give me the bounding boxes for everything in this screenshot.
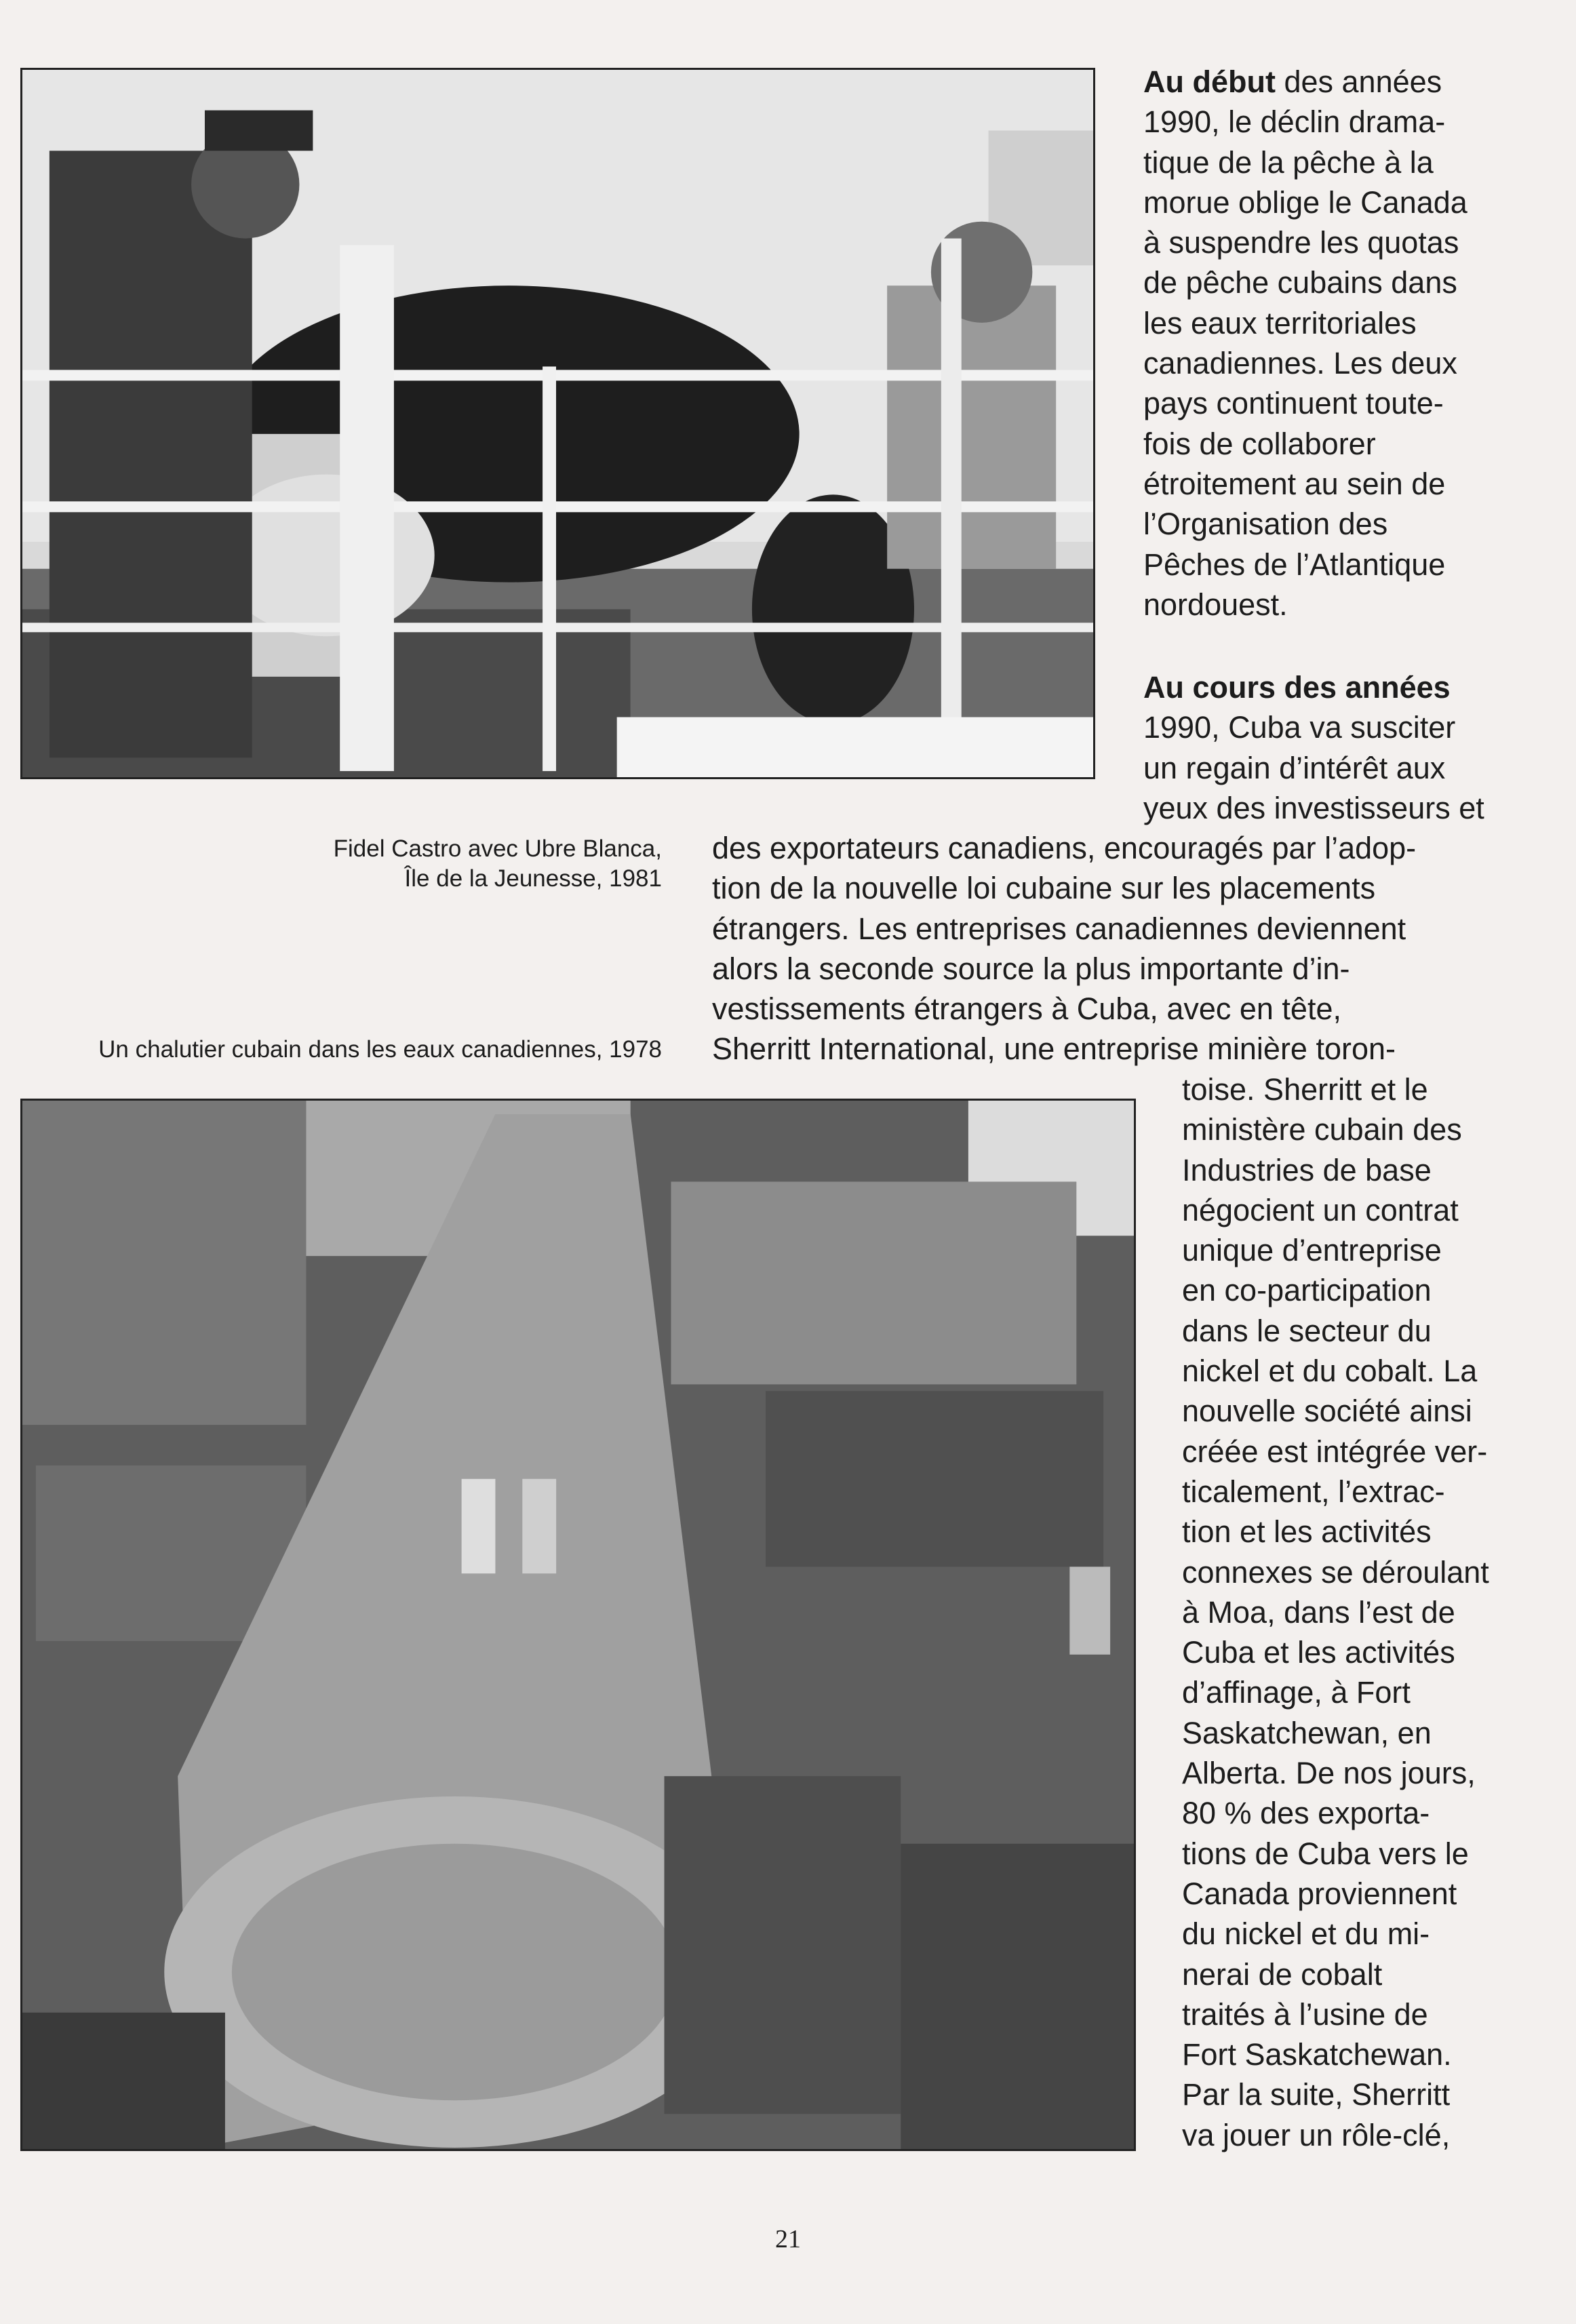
paragraph-lead: Au début: [1143, 64, 1276, 99]
paragraph-line: dans le secteur du: [1182, 1313, 1432, 1348]
paragraph-line: Sherritt International, une entreprise minière toron-: [712, 1031, 1396, 1067]
paragraph-line: morue oblige le Canada: [1143, 184, 1467, 220]
paragraph-line: unique d’entreprise: [1182, 1233, 1442, 1268]
paragraph-line: canadiennes. Les deux: [1143, 346, 1457, 381]
paragraph-line: 1990, le déclin drama-: [1143, 104, 1446, 140]
paragraph-line: en co-participation: [1182, 1273, 1432, 1308]
paragraph-line: vestissements étrangers à Cuba, avec en tête,: [712, 991, 1341, 1027]
paragraph-line: tions de Cuba vers le: [1182, 1836, 1469, 1871]
paragraph-line: Industries de base: [1182, 1152, 1432, 1187]
paragraph-line: Pêches de l’Atlantique: [1143, 547, 1446, 582]
paragraph-line: ticalement, l’extrac-: [1182, 1474, 1445, 1509]
paragraph-line: tion de la nouvelle loi cubaine sur les placements: [712, 871, 1376, 906]
photo-castro-cow: [20, 68, 1095, 779]
paragraph-line: l’Organisation des: [1143, 507, 1388, 542]
paragraph-line: pays continuent toute-: [1143, 386, 1444, 421]
paragraph-line: fois de collaborer: [1143, 426, 1376, 461]
paragraph-line: nordouest.: [1143, 587, 1288, 622]
paragraph-line: Canada proviennent: [1182, 1876, 1457, 1911]
photo-caption-trawler: Un chalutier cubain dans les eaux canadiennes, 1978: [98, 1036, 662, 1063]
paragraph-sherritt: [1182, 1069, 1489, 2155]
paragraph-line: à Moa, dans l’est de: [1182, 1594, 1455, 1630]
paragraph-line: étrangers. Les entreprises canadiennes deviennent: [712, 911, 1406, 946]
paragraph-line: va jouer un rôle-clé,: [1182, 2117, 1451, 2152]
paragraph-line: Saskatchewan, en: [1182, 1715, 1432, 1750]
page-number: 21: [775, 2225, 801, 2253]
paragraph-line: nickel et du cobalt. La: [1182, 1354, 1478, 1389]
paragraph-line: yeux des investisseurs et: [1143, 790, 1484, 825]
paragraph-line: négocient un contrat: [1182, 1192, 1459, 1227]
paragraph-line: du nickel et du mi-: [1182, 1916, 1430, 1952]
paragraph-line: étroitement au sein de: [1143, 466, 1446, 501]
paragraph-line: tique de la pêche à la: [1143, 144, 1434, 180]
paragraph-line: d’affinage, à Fort: [1182, 1675, 1411, 1710]
paragraph-line: connexes se déroulant: [1182, 1554, 1489, 1590]
paragraph-investment-start: [1143, 667, 1484, 828]
paragraph-line: 1990, Cuba va susciter: [1143, 710, 1456, 745]
paragraph-line: à suspendre les quotas: [1143, 225, 1459, 260]
paragraph-line: un regain d’intérêt aux: [1143, 750, 1446, 785]
paragraph-line: Au début des années: [1143, 64, 1442, 99]
paragraph-line: tion et les activités: [1182, 1514, 1432, 1550]
paragraph-line: de pêche cubains dans: [1143, 265, 1457, 300]
paragraph-line: Cuba et les activités: [1182, 1635, 1455, 1670]
paragraph-line: alors la seconde source la plus importante d’in-: [712, 951, 1350, 986]
photo-castro-cow-image: [22, 70, 1093, 777]
paragraph-line: toise. Sherritt et le: [1182, 1072, 1428, 1107]
paragraph-line: nouvelle société ainsi: [1182, 1394, 1472, 1429]
paragraph-lead: Au cours des années: [1143, 670, 1451, 705]
paragraph-line: les eaux territoriales: [1143, 305, 1417, 340]
paragraph-cod-decline: [1143, 62, 1467, 625]
paragraph-line: créée est intégrée ver-: [1182, 1434, 1488, 1469]
photo-caption-castro: Fidel Castro avec Ubre Blanca, Île de la Jeunesse, 1981: [333, 835, 662, 892]
paragraph-line: ministère cubain des: [1182, 1112, 1462, 1147]
paragraph-line: traités à l’usine de: [1182, 1996, 1428, 2032]
paragraph-line: Alberta. De nos jours,: [1182, 1756, 1476, 1791]
paragraph-investment-wide: [712, 828, 1416, 1069]
paragraph-line: Fort Saskatchewan.: [1182, 2037, 1452, 2072]
photo-cuban-trawler-image: [22, 1101, 1134, 2149]
photo-cuban-trawler: [20, 1099, 1136, 2151]
paragraph-line: nerai de cobalt: [1182, 1956, 1383, 1992]
paragraph-line: 80 % des exporta-: [1182, 1796, 1430, 1831]
paragraph-line: Par la suite, Sherritt: [1182, 2077, 1451, 2112]
paragraph-line: des exportateurs canadiens, encouragés par l’adop-: [712, 831, 1417, 865]
